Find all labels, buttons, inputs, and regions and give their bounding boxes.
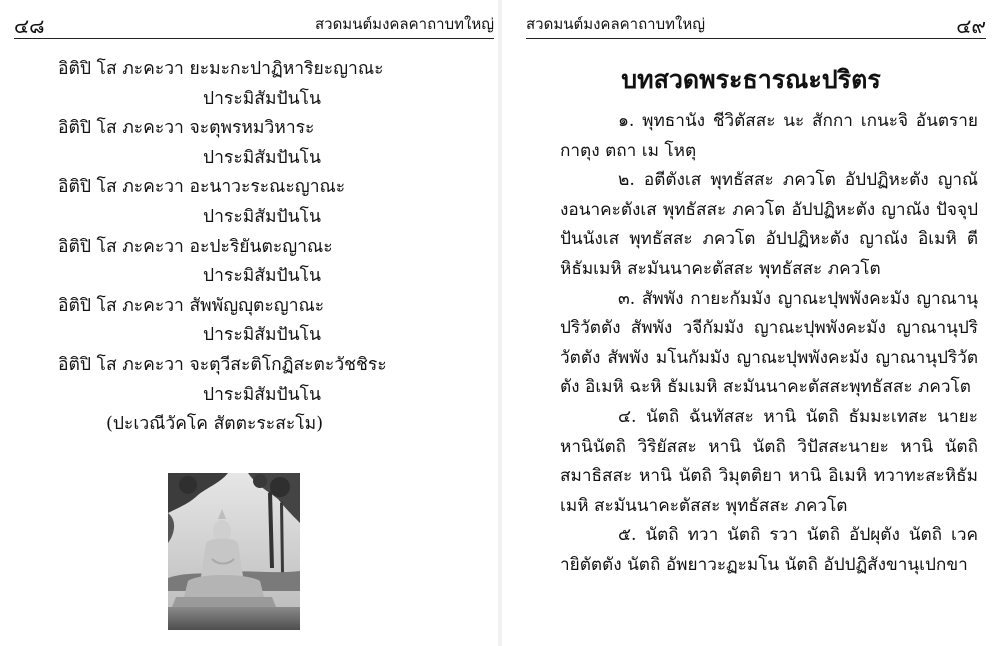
verse-refrain: ปาระมิสัมปันโน: [203, 206, 321, 227]
verse-refrain: ปาระมิสัมปันโน: [203, 325, 321, 346]
verse-refrain: ปาระมิสัมปันโน: [203, 384, 321, 405]
buddha-statue-photo: [168, 473, 300, 630]
closing-line: (ปะเวณีวัคโค สัตตะระสะโม): [106, 414, 324, 435]
verse-line: อิติปิ โส ภะคะวา สัพพัญญุตะญาณะ: [58, 295, 325, 316]
left-running-header: สวดมนต์มงคลคาถาบทใหญ่: [314, 15, 494, 33]
right-page-number: ๔๙: [956, 14, 986, 38]
verse-line: อิติปิ โส ภะคะวา อะนาวะระณะญาณะ: [58, 177, 346, 198]
right-page: [502, 0, 1000, 646]
left-header: [14, 6, 494, 39]
left-page-number: ๔๘: [14, 14, 45, 38]
chant-title: บทสวดพระธารณะปริตร: [621, 65, 881, 94]
verse-line: อิติปิ โส ภะคะวา จะตุวีสะติโกฏิสะตะวัชชิระ: [58, 354, 387, 375]
chant-paragraph: ๓. สัพพัง กายะกัมมัง ญาณะปุพพังคะมัง ญาณานุปริวัตตัง สัพพัง วจีกัมมัง ญาณะปุพพังคะมัง ญาณานุปริวัตตัง สัพพัง มโนกัมมัง ญาณะปุพพังคะมัง ญาณานุปริวัตตัง อิเมหิ ฉะหิ ธัมเมหิ สะมันนาคะตัสสะพุทธัสสะ ภควโต: [560, 288, 978, 398]
verse-line: อิติปิ โส ภะคะวา อะปะริยันตะญาณะ: [58, 236, 333, 257]
chant-paragraph: ๒. อตีตังเส พุทธัสสะ ภควโต อัปปฏิหะตัง ญาณังอนาคะตังเส พุทธัสสะ ภควโต อัปปฏิหะตัง ญาณัง ปัจจุปปันนังเส พุทธัสสะ ภควโต อัปปฏิหะตัง ญาณัง อิเมหิ ตีหิธัมเมหิ สะมันนาคะตัสสะ พุทธัสสะ ภควโต: [560, 170, 978, 279]
verse-refrain: ปาระมิสัมปันโน: [203, 88, 321, 109]
chant-paragraph: ๕. นัตถิ ทวา นัตถิ รวา นัตถิ อัปผุตัง นัตถิ เวคายิตัตตัง นัตถิ อัพยาวะฏะมโน นัตถิ อัปปฏิสังขานุเปกขา: [560, 525, 978, 575]
verse-line: อิติปิ โส ภะคะวา จะตุพรหมวิหาระ: [58, 118, 315, 139]
chant-paragraph: ๔. นัตถิ ฉันทัสสะ หานิ นัตถิ ธัมมะเทสะ นายะ หานินัตถิ วิริยัสสะ หานิ นัตถิ วิปัสสะนายะ หานิ นัตถิ สมาธิสสะ หานิ นัตถิ วิมุตติยา หานิ อิเมหิ ทวาทะสะหิธัมเมหิ สะมันนาคะตัสสะ พุทธัสสะ ภควโต: [560, 406, 978, 516]
right-running-header: สวดมนต์มงคลคาถาบทใหญ่: [526, 15, 706, 33]
verse-block: [58, 55, 478, 440]
left-page: [0, 0, 498, 646]
chant-body: [560, 107, 978, 581]
verse-line: อิติปิ โส ภะคะวา ยะมะกะปาฏิหาริยะญาณะ: [58, 59, 384, 79]
buddha-photo-graphic: [168, 473, 300, 630]
verse-refrain: ปาระมิสัมปันโน: [203, 147, 321, 168]
right-header: [526, 6, 986, 39]
chant-paragraph: ๑. พุทธานัง ชีวิตัสสะ นะ สักกา เกนะจิ อันตรายกาตุง ตถา เม โหตุ: [560, 111, 978, 161]
verse-refrain: ปาระมิสัมปันโน: [203, 266, 321, 287]
